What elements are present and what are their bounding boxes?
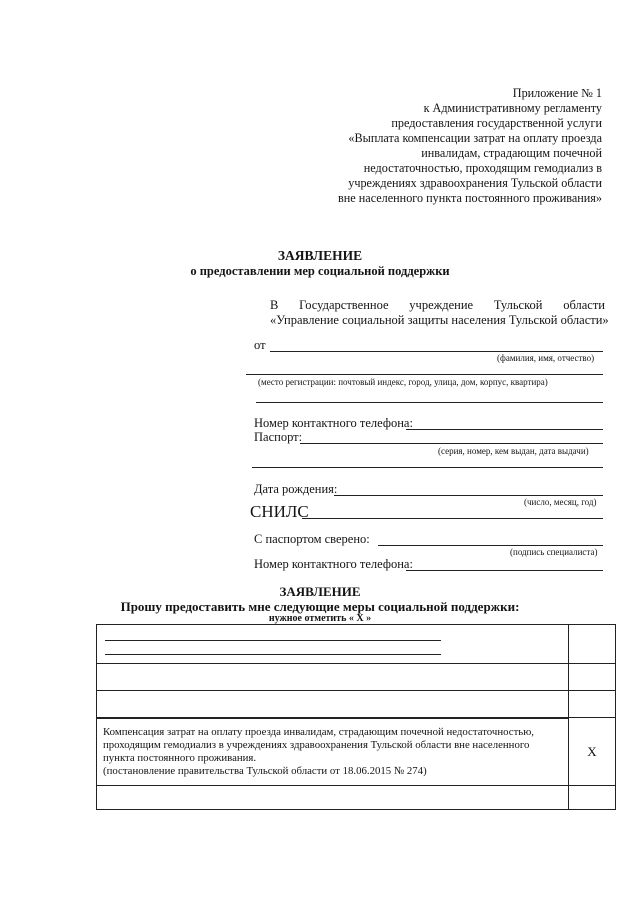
mark-cell-checked[interactable]: Х (569, 718, 616, 786)
measure-cell (97, 786, 569, 810)
verified-label: С паспортом сверено: (254, 532, 370, 546)
mark-cell[interactable] (569, 786, 616, 810)
table-row (97, 718, 616, 786)
measure-text-line: пункта постоянного проживания. (103, 751, 257, 764)
blank-line (105, 640, 441, 641)
measure-text-line: Компенсация затрат на оплату проезда инвалидам, страдающим почечной недостаточностью, (103, 725, 534, 738)
recipient-line: «Управление социальной защиты населения Тульской области» (270, 313, 609, 327)
appendix-line: предоставления государственной услуги (391, 116, 602, 130)
birth-field[interactable] (334, 495, 603, 496)
mark-cell[interactable] (569, 664, 616, 691)
table-row (97, 664, 616, 691)
appendix-line: Приложение № 1 (512, 86, 602, 100)
appendix-line: недостаточностью, проходящим гемодиализ в (363, 161, 602, 175)
passport-label: Паспорт: (254, 430, 303, 444)
from-label: от (254, 338, 266, 352)
table-row (97, 691, 616, 718)
passport-field[interactable] (300, 443, 603, 444)
measure-description (97, 722, 568, 782)
address-field[interactable] (246, 374, 603, 375)
phone2-label: Номер контактного телефона: (254, 557, 413, 571)
request-subtitle: Прошу предоставить мне следующие меры социальной поддержки: (120, 599, 520, 614)
blank-line (105, 654, 441, 655)
request-note: нужное отметить « Х » (268, 613, 372, 624)
document-subtitle: о предоставлении мер социальной поддержки (190, 264, 450, 278)
passport-hint: (серия, номер, кем выдан, дата выдачи) (438, 446, 589, 456)
phone2-field[interactable] (406, 570, 603, 571)
measure-cell (97, 691, 569, 718)
phone-label: Номер контактного телефона: (254, 416, 413, 430)
recipient-line: В Государственное учреждение Тульской области (270, 298, 605, 312)
table-row (97, 786, 616, 810)
phone-field[interactable] (406, 429, 603, 430)
verified-hint: (подпись специалиста) (510, 547, 598, 557)
birth-label: Дата рождения: (254, 482, 338, 496)
measure-cell (97, 625, 569, 664)
appendix-line: инвалидам, страдающим почечной (421, 146, 602, 160)
measure-text-line: проходящим гемодиализ в учреждениях здравоохранения Тульской области вне населенного (103, 738, 530, 751)
measure-cell (97, 718, 569, 786)
passport-field-2[interactable] (252, 467, 603, 468)
document-title: ЗАЯВЛЕНИЕ (277, 248, 363, 263)
name-hint: (фамилия, имя, отчество) (497, 353, 595, 363)
measures-table (96, 624, 616, 810)
name-field[interactable] (270, 351, 603, 352)
snils-field[interactable] (302, 518, 603, 519)
measure-cell (97, 664, 569, 691)
appendix-line: вне населенного пункта постоянного проживания» (338, 191, 602, 205)
mark-cell[interactable] (569, 691, 616, 718)
address-field-2[interactable] (256, 402, 603, 403)
table-row (97, 625, 616, 664)
appendix-line: к Административному регламенту (423, 101, 602, 115)
appendix-line: «Выплата компенсации затрат на оплату проезда (348, 131, 602, 145)
verified-signature-field[interactable] (378, 545, 603, 546)
recipient-block (270, 298, 609, 328)
request-title: ЗАЯВЛЕНИЕ (279, 584, 361, 599)
birth-hint: (число, месяц, год) (524, 497, 597, 507)
snils-label: СНИЛС (250, 502, 309, 521)
appendix-line: учреждениях здравоохранения Тульской области (348, 176, 602, 190)
address-hint: (место регистрации: почтовый индекс, город, улица, дом, корпус, квартира) (258, 377, 548, 387)
appendix-header (222, 86, 602, 206)
mark-cell[interactable] (569, 625, 616, 664)
measure-text-line: (постановление правительства Тульской области от 18.06.2015 № 274) (103, 764, 427, 777)
